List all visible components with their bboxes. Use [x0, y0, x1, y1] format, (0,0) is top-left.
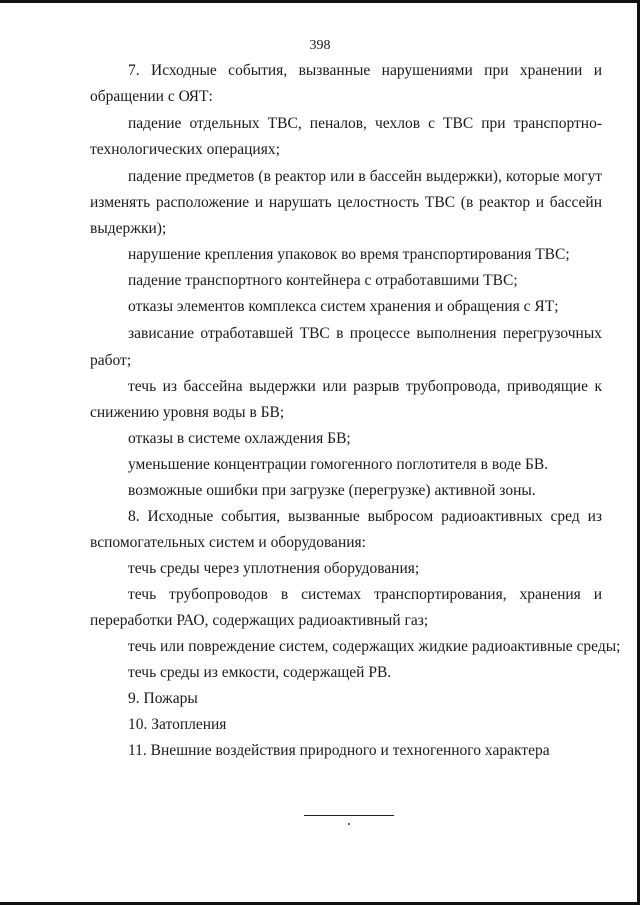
- text-line: технологических операциях;: [90, 141, 280, 158]
- text-line: зависание отработавшей ТВС в процессе выполнения перегрузочных: [128, 325, 602, 342]
- text-line: падение транспортного контейнера с отработавшими ТВС;: [128, 272, 518, 289]
- text-line: обращении с ОЯТ:: [90, 88, 213, 105]
- text-line: течь или повреждение систем, содержащих жидкие радиоактивные среды;: [128, 638, 621, 655]
- text-line: падение отдельных ТВС, пеналов, чехлов с ТВС при транспортно-: [128, 115, 602, 132]
- text-line: работ;: [90, 352, 132, 369]
- text-line: 7. Исходные события, вызванные нарушениями при хранении и: [128, 62, 602, 79]
- text-line: 10. Затопления: [128, 716, 227, 733]
- text-line: 9. Пожары: [128, 690, 198, 707]
- text-line: 8. Исходные события, вызванные выбросом радиоактивных сред из: [128, 508, 602, 525]
- text-line: течь среды из емкости, содержащей РВ.: [128, 664, 392, 681]
- text-line: возможные ошибки при загрузке (перегрузке) активной зоны.: [128, 482, 536, 499]
- text-line: течь трубопроводов в системах транспортирования, хранения и: [128, 586, 602, 603]
- footer-rule: [304, 815, 394, 816]
- text-line: отказы в системе охлаждения БВ;: [128, 430, 351, 447]
- text-line: переработки РАО, содержащих радиоактивный газ;: [90, 612, 429, 629]
- scan-edge-top: [0, 0, 640, 3]
- text-line: течь из бассейна выдержки или разрыв трубопровода, приводящие к: [128, 378, 602, 395]
- text-line: уменьшение концентрации гомогенного поглотителя в воде БВ.: [128, 456, 549, 473]
- text-line: 11. Внешние воздействия природного и техногенного характера: [128, 742, 550, 759]
- text-line: выдержки);: [90, 220, 167, 237]
- page-number: 398: [309, 38, 331, 53]
- text-line: течь среды через уплотнения оборудования;: [128, 560, 420, 577]
- text-line: нарушение крепления упаковок во время транспортирования ТВС;: [128, 246, 570, 263]
- text-line: изменять расположение и нарушать целостность ТВС (в реактор и бассейн: [90, 194, 602, 211]
- text-line: падение предметов (в реактор или в бассейн выдержки), которые могут: [128, 168, 602, 185]
- text-line: отказы элементов комплекса систем хранения и обращения с ЯТ;: [128, 298, 559, 315]
- text-line: снижению уровня воды в БВ;: [90, 404, 285, 421]
- text-line: вспомогательных систем и оборудования:: [90, 534, 366, 551]
- footer-dot: [348, 823, 350, 825]
